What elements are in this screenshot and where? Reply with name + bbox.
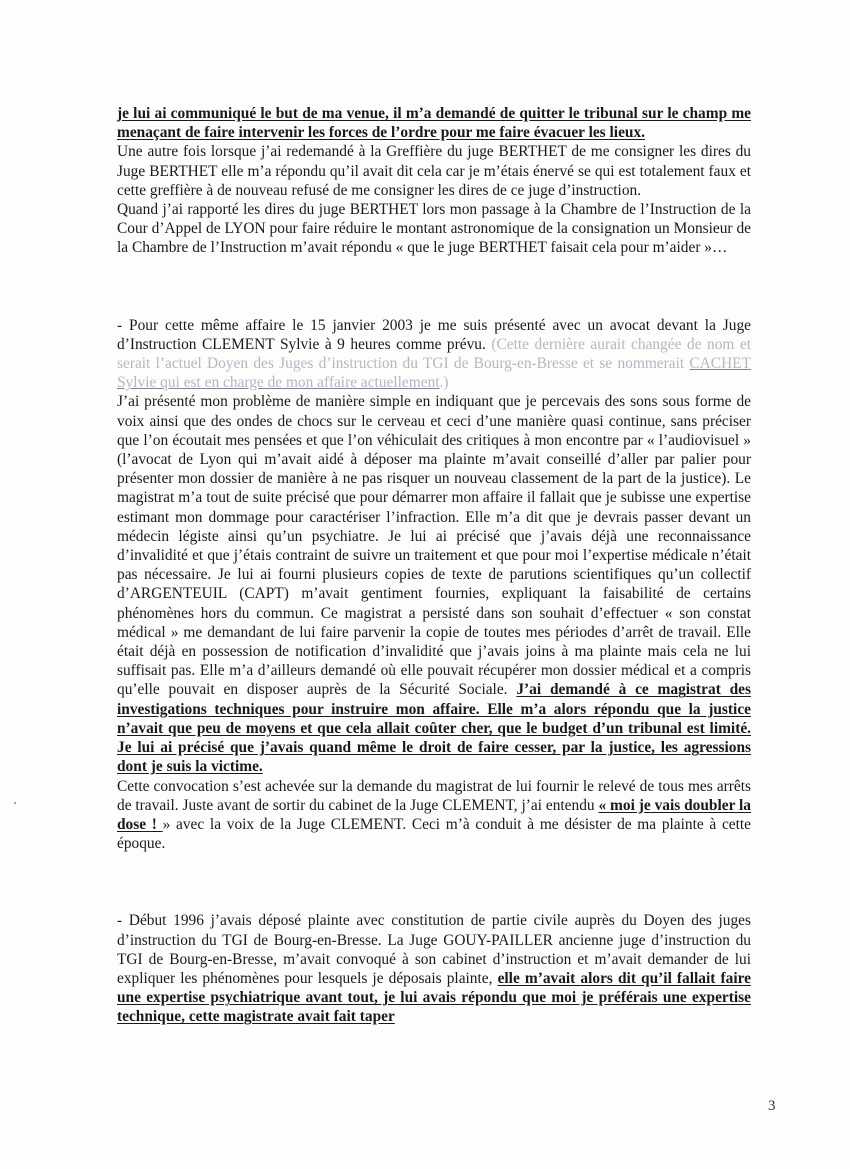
paragraph-3: Quand j’ai rapporté les dires du juge BERTHET lors mon passage à la Chambre de l’Instruction de la Cour d’Appel de LYON pour faire réduire le montant astronomique de la consignation un Monsieur de la Chambre de l’Instruction m’avait répondu « que le juge BERTHET faisait cela pour m’aider »… bbox=[117, 201, 751, 257]
paragraph-gap bbox=[117, 258, 751, 316]
bold-underlined-text: je lui ai communiqué le but de ma venue, il m’a demandé de quitter le tribunal sur le champ me menaçant de faire intervenir les forces de l’ordre pour me faire évacuer les lieux. bbox=[117, 105, 751, 142]
bold-underlined-quote: « moi je vais doubler la dose ! bbox=[117, 796, 751, 833]
faded-underlined-note: CACHET Sylvie qui est en charge de mon affaire actuellement bbox=[117, 355, 751, 392]
bold-underlined-text: elle m’avait alors dit qu’il fallait faire une expertise psychiatrique avant tout, je lui avais répondu que moi je préférais une expertise technique, cette magistrate avait fait taper bbox=[117, 969, 751, 1026]
paragraph-2: Une autre fois lorsque j’ai redemandé à la Greffière du juge BERTHET de me consigner les dires du Juge BERTHET elle m’a répondu qu’il avait dit cela car je m’étais énervé se qui est totalement faux et cette greffière à de nouveau refusé de me consigner les dires de ce juge d’instruction. bbox=[117, 143, 751, 199]
paragraph-1 bbox=[117, 104, 751, 142]
paragraph-gap bbox=[117, 853, 751, 911]
scan-artifact bbox=[14, 802, 16, 804]
page-number: 3 bbox=[768, 1098, 776, 1114]
document-body bbox=[117, 104, 751, 1027]
bold-underlined-text: J’ai demandé à ce magistrat des investigations techniques pour instruire mon affaire. Elle m’a alors répondu que la justice n’avait que peu de moyens et que cela allait coûter cher, que le budget d’un tribunal est limité. Je lui ai précisé que j’avais quand même le droit de faire cesser, par la justice, les agressions dont je suis la victime. bbox=[117, 681, 751, 776]
faded-note: (Cette dernière aurait changée de nom et serait l’actuel Doyen des Juges d’instruction du TGI de Bourg-en-Bresse et se nommerait bbox=[117, 335, 751, 373]
paragraph-7: - Début 1996 j’avais déposé plainte avec constitution de partie civile auprès du Doyen des juges d’instruction du TGI de Bourg-en-Bresse. La Juge GOUY-PAILLER ancienne juge d’instruction du TGI de Bourg-en-Bresse, m’avait convoqué à son cabinet d’instruction et m’avait demander de lui expliquer les phénomènes pour lesquels je déposais plainte, elle m’avait alors dit qu’il fallait faire une expertise psychiatrique avant tout, je lui avais répondu que moi je préférais une expertise technique, cette magistrate avait fait taper bbox=[117, 912, 751, 1026]
paragraph-6: Cette convocation s’est achevée sur la demande du magistrat de lui fournir le relevé de tous mes arrêts de travail. Juste avant de sortir du cabinet de la Juge CLEMENT, j’ai entendu « moi je vais doubler la dose ! » avec la voix de la Juge CLEMENT. Ceci m’à conduit à me désister de ma plainte à cette époque. bbox=[117, 777, 751, 853]
paragraph-5: J’ai présenté mon problème de manière simple en indiquant que je percevais des sons sous forme de voix ainsi que des ondes de chocs sur le cerveau et ceci d’une manière quasi continue, sans préciser que l’on écoutait mes pensées et que l’on véhiculait des critiques à mon encontre par « l’audiovisuel » (l’avocat de Lyon qui m’avait aidé à déposer ma plainte m’avait conseillé d’aller par palier pour présenter mon dossier de manière à ne pas risquer un nouveau classement de la part de la justice). Le magistrat m’a tout de suite précisé que pour démarrer mon affaire il fallait que je subisse une expertise estimant mon dommage pour caractériser l’infraction. Elle m’a dit que je devrais passer devant un médecin légiste ainsi qu’un psychiatre. Je lui ai précisé que j’avais déjà une reconnaissance d’invalidité et que j’étais contraint de suivre un traitement et que pour moi l’expertise médicale n’était pas nécessaire. Je lui ai fourni plusieurs copies de texte de parutions scientifiques qu’un collectif d’ARGENTEUIL (CAPT) m’avait gentiment fournies, expliquant la faisabilité de certains phénomènes hors du commun. Ce magistrat a persisté dans son souhait d’effectuer « son constat médical » me demandant de lui faire parvenir la copie de toutes mes périodes d’arrêt de travail. Elle était déjà en possession de notification d’invalidité que j’avais joins à ma plainte mais cela ne lui suffisait pas. Elle m’a d’ailleurs demandé où elle pouvait récupérer mon dossier médical et a compris qu’elle pouvait en disposer auprès de la Sécurité Sociale. J’ai demandé à ce magistrat des investigations techniques pour instruire mon affaire. Elle m’a alors répondu que la justice n’avait que peu de moyens et que cela allait coûter cher, que le budget d’un tribunal est limité. Je lui ai précisé que j’avais quand même le droit de faire cesser, par la justice, les agressions dont je suis la victime. bbox=[117, 393, 751, 776]
paragraph-4: - Pour cette même affaire le 15 janvier 2003 je me suis présenté avec un avocat devant la Juge d’Instruction CLEMENT Sylvie à 9 heures comme prévu. (Cette dernière aurait changée de nom et serait l’actuel Doyen des Juges d’instruction du TGI de Bourg-en-Bresse et se nommerait CACHET Sylvie qui est en charge de mon affaire actuellement.) bbox=[117, 316, 751, 392]
